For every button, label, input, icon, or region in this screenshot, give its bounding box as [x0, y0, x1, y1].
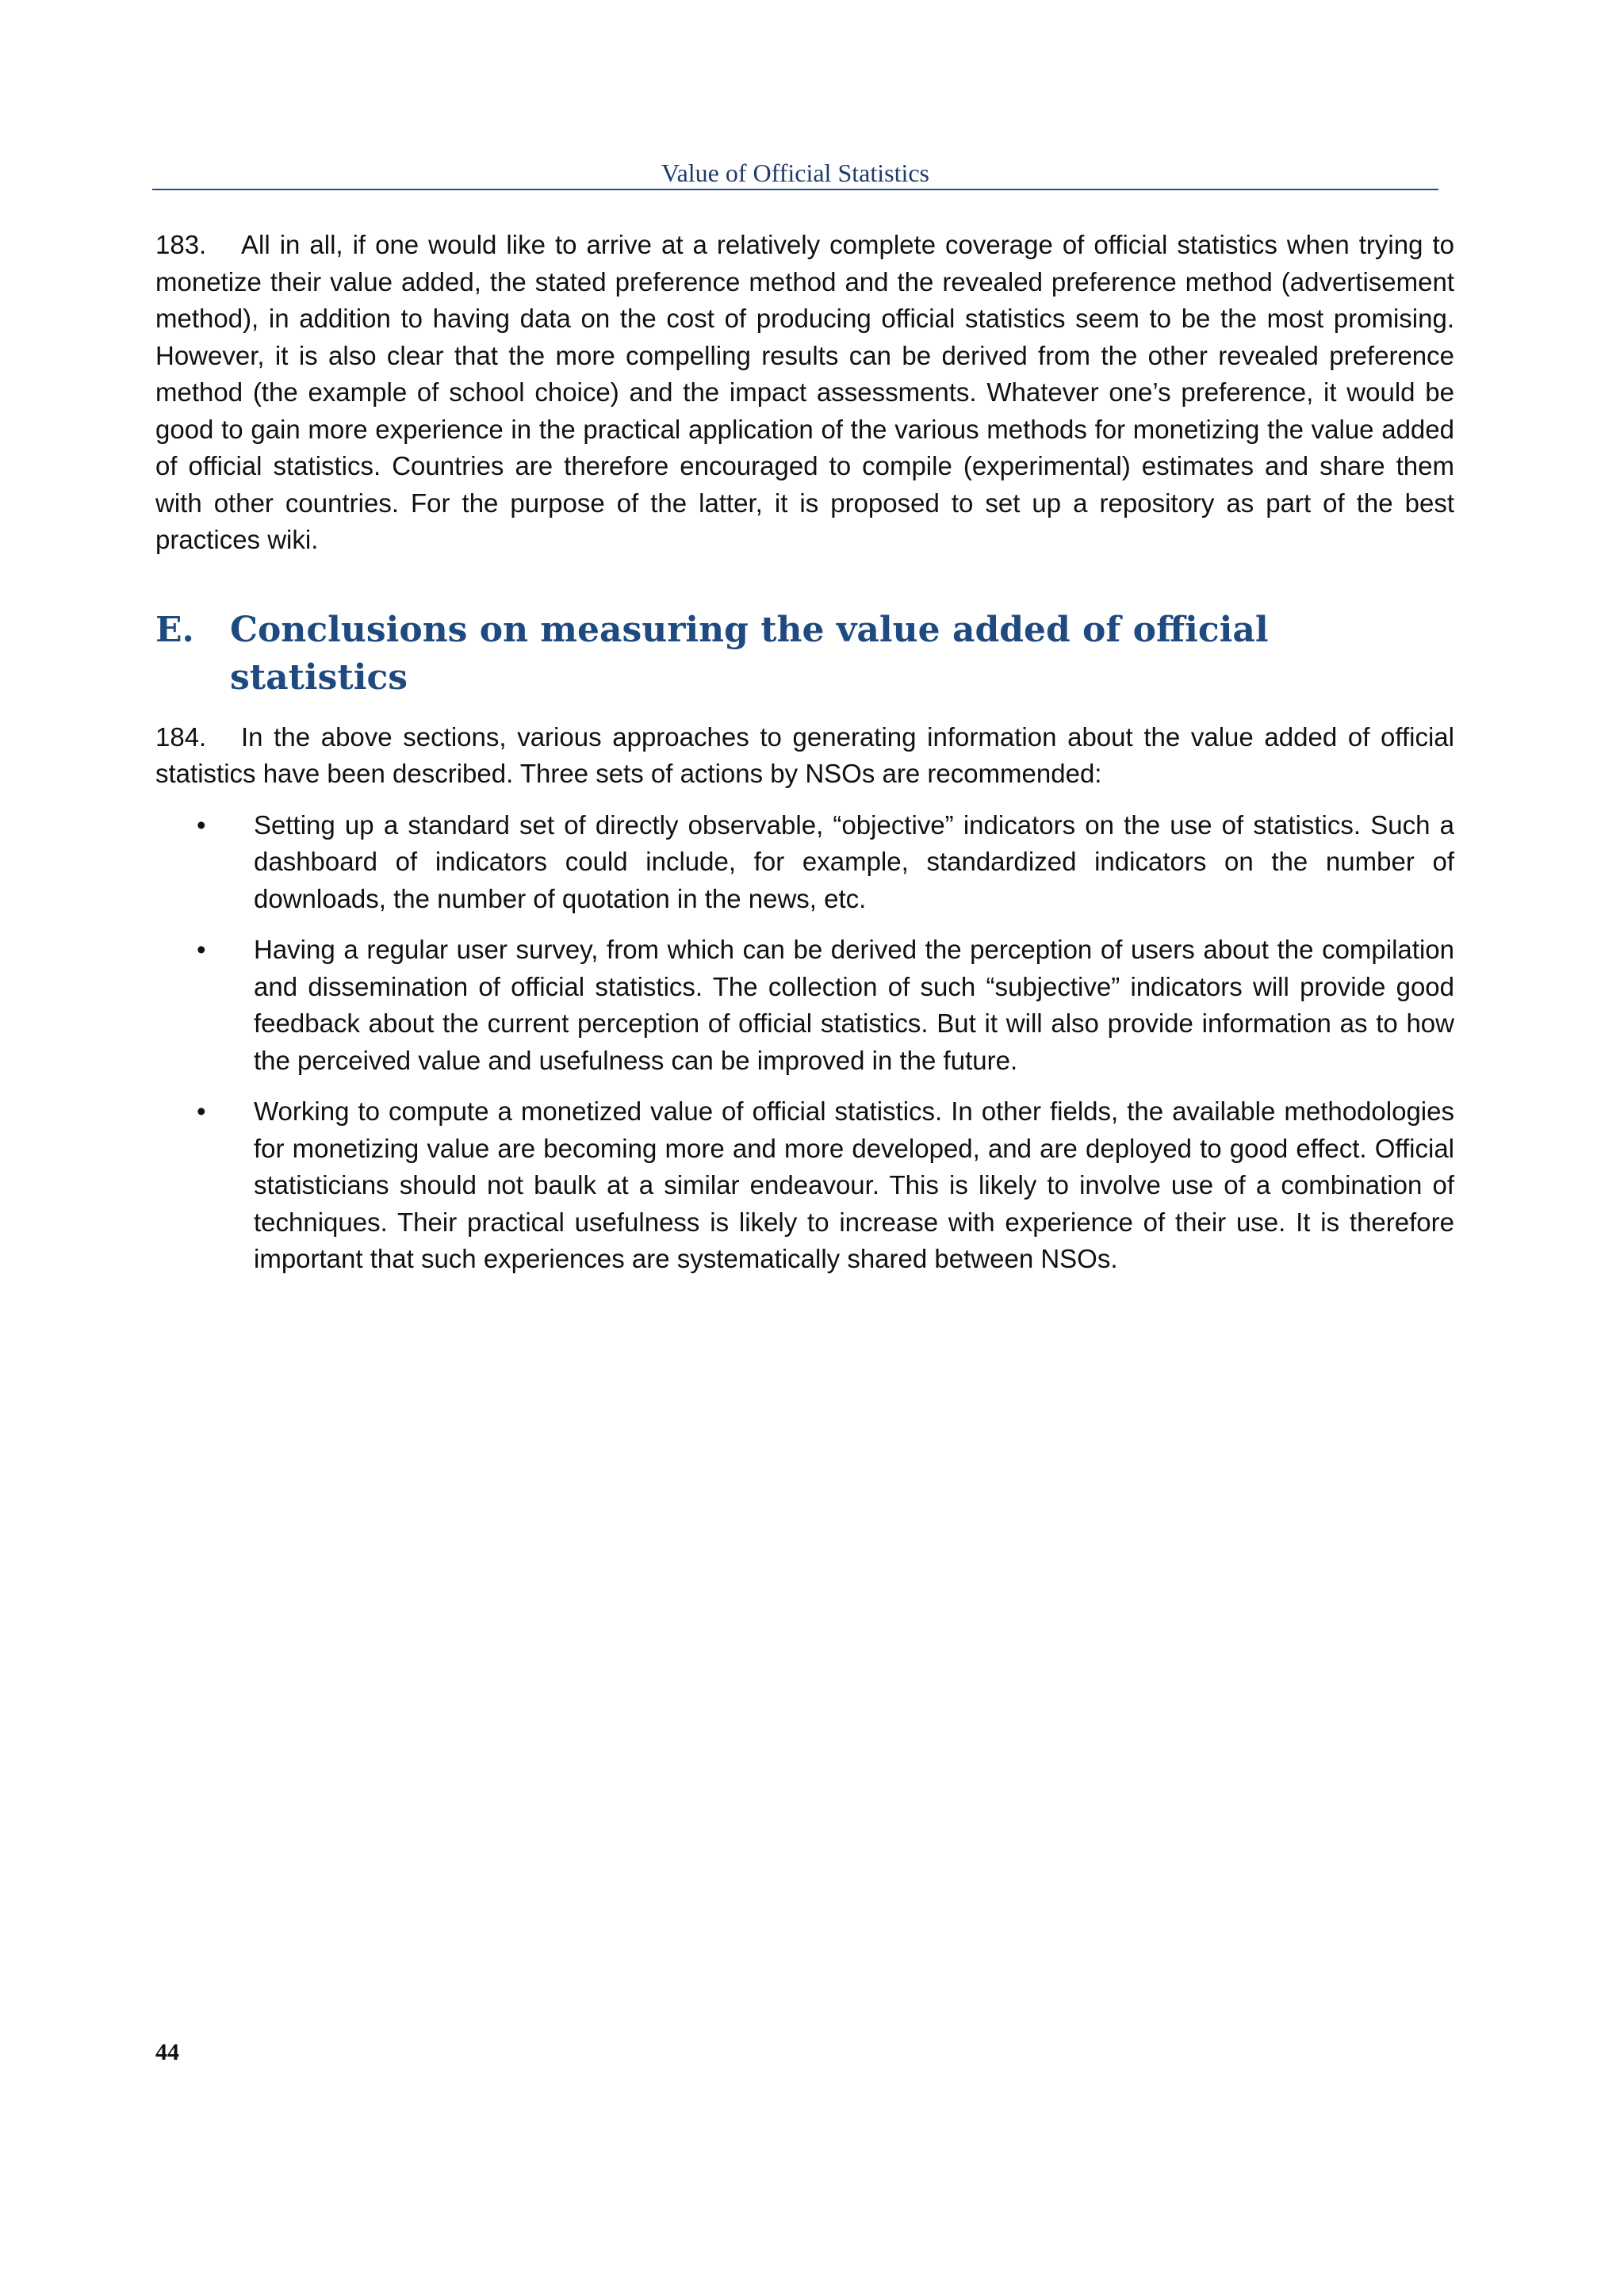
recommendation-list [155, 807, 1454, 1278]
paragraph-text: All in all, if one would like to arrive at a relatively complete coverage of official statistics when trying to monetize their value added, the stated preference method and the revealed preference method (advertisement method), in addition to having data on the cost of producing official statistics seem to be the most promising. However, it is also clear that the more compelling results can be derived from the other revealed preference method (the example of school choice) and the impact assessments. Whatever one’s preference, it would be good to gain more experience in the practical application of the various methods for monetizing the value added of official statistics. Countries are therefore encouraged to compile (experimental) estimates and share them with other countries. For the purpose of the latter, it is proposed to set up a repository as part of the best practices wiki. [155, 230, 1454, 554]
section-letter: E. [155, 609, 194, 650]
list-item [155, 807, 1454, 918]
list-item-text: Setting up a standard set of directly observable, “objective” indicators on the use of statistics. Such a dashboard of indicators could include, for example, standardized indicators on the number of downloads, the number of quotation in the news, etc. [254, 809, 1454, 913]
paragraph-184 [155, 719, 1454, 793]
header-rule [152, 189, 1438, 190]
paragraph-text: In the above sections, various approaches to generating information about the value added of official statistics have been described. Three sets of actions by NSOs are recommended: [155, 721, 1454, 788]
page-content [155, 227, 1454, 1292]
section-title: Conclusions on measuring the value added of official statistics [230, 609, 1269, 698]
section-heading [155, 607, 1454, 702]
list-item [155, 932, 1454, 1079]
list-item-text: Having a regular user survey, from which can be derived the perception of users about the compilation and dissemination of official statistics. The collection of such “subjective” indicators will provide good feedback about the current perception of official statistics. But it will also provide information as to how the perceived value and usefulness can be improved in the future. [254, 935, 1454, 1075]
bullet-icon: • [197, 809, 206, 840]
paragraph-number: 183. [155, 230, 207, 259]
paragraph-183 [155, 227, 1454, 559]
running-header-title: Value of Official Statistics [661, 159, 929, 187]
bullet-icon: • [197, 935, 206, 964]
bullet-icon: • [197, 1096, 206, 1126]
list-item [155, 1093, 1454, 1278]
page-number: 44 [155, 2039, 179, 2065]
list-item-text: Working to compute a monetized value of official statistics. In other fields, the available methodologies for monetizing value are becoming more and more developed, and are deployed to good effect. Official statisticians should not baulk at a similar endeavour. This is likely to involve use of a combination of techniques. Their practical usefulness is likely to increase with experience of their use. It is therefore important that such experiences are systematically shared between NSOs. [254, 1096, 1454, 1273]
paragraph-number: 184. [155, 721, 207, 752]
